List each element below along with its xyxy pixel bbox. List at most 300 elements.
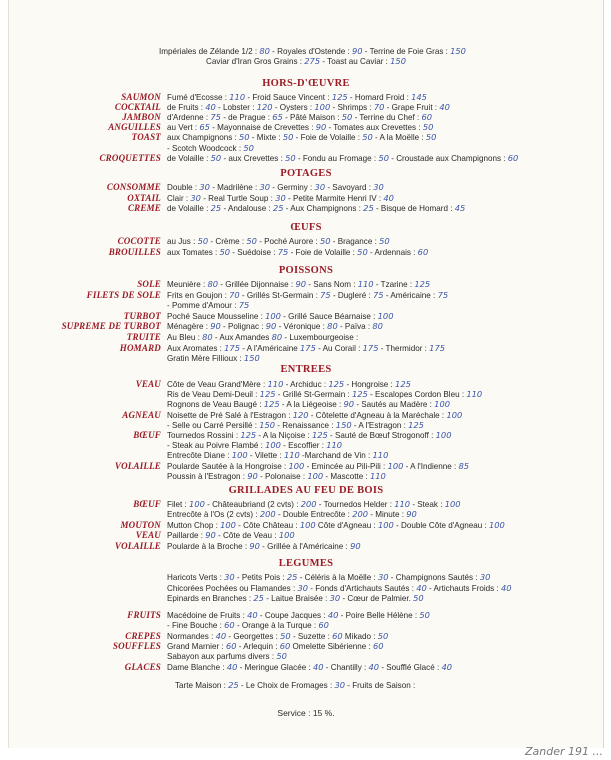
dish-name: - Bragance : xyxy=(330,237,380,246)
dish-name: au Jus : xyxy=(167,237,198,246)
handwritten-price: 125 xyxy=(259,389,276,400)
dish-name: Aux Aromates : xyxy=(167,343,225,353)
handwritten-price: 200 xyxy=(259,509,276,520)
handwritten-price: 50 xyxy=(319,236,331,246)
handwritten-price: 50 xyxy=(362,132,373,143)
handwritten-price: 75 xyxy=(238,300,250,311)
dish-name: Grand Marnier : xyxy=(167,641,226,651)
handwritten-price: 125 xyxy=(414,279,431,289)
menu-items xyxy=(167,290,448,301)
dish-name: - Shrimps : xyxy=(330,103,374,113)
menu-items xyxy=(167,153,518,164)
dish-name: - Artichauts Froids : xyxy=(426,583,501,593)
handwritten-price: 40 xyxy=(205,102,216,113)
dish-name: - Lobster : xyxy=(215,103,257,113)
handwritten-price: 125 xyxy=(263,399,280,410)
dish-name: Entrecôte à l'Os (2 cvts) : xyxy=(167,510,260,520)
dish-name: - Mayonnaise de Crevettes : xyxy=(209,123,316,133)
dish-name: Omelette Sibérienne : xyxy=(290,641,374,651)
menu-items xyxy=(167,520,505,531)
menu-items xyxy=(167,471,386,482)
dish-name: - Tomates aux Crevettes : xyxy=(326,123,423,133)
dish-name: - Aux Champignons : xyxy=(283,204,364,214)
archive-note: Zander 191 ... xyxy=(525,745,603,758)
category-label: CONSOMME xyxy=(106,182,161,192)
dish-name: Au Bleu : xyxy=(167,333,203,342)
handwritten-price: 30 xyxy=(297,582,309,593)
handwritten-price: 50 xyxy=(246,236,257,246)
handwritten-price: 30 xyxy=(275,192,286,203)
dish-name: - Tournedos Helder : xyxy=(316,500,395,509)
handwritten-price: 100 xyxy=(189,499,205,509)
handwritten-price: 75 xyxy=(320,289,331,300)
menu-items xyxy=(167,593,424,604)
dish-name: - Minute : xyxy=(368,510,407,520)
category-label: VEAU xyxy=(135,530,161,541)
handwritten-price: 100 xyxy=(265,440,281,451)
menu-items xyxy=(167,662,452,673)
handwritten-price: 75 xyxy=(373,289,384,300)
handwritten-price: 40 xyxy=(500,582,512,593)
handwritten-price: 90 xyxy=(247,470,258,481)
category-label: ANGUILLES xyxy=(108,122,161,133)
menu-items xyxy=(167,509,417,520)
handwritten-price: 145 xyxy=(411,92,427,102)
menu-items xyxy=(167,332,358,343)
handwritten-price: 110 xyxy=(466,389,483,400)
menu-items xyxy=(167,541,361,552)
handwritten-price: 110 xyxy=(369,470,386,481)
handwritten-price: 45 xyxy=(454,203,466,214)
dish-name: Poularde à la Broche : xyxy=(167,541,250,551)
section-heading: GRILLADES AU FEU DE BOIS xyxy=(228,485,384,496)
handwritten-price: 30 xyxy=(259,182,271,192)
handwritten-price: 110 xyxy=(394,499,411,509)
category-label: FRUITS xyxy=(127,610,161,620)
dish-name: - Poire Belle Hélène : xyxy=(338,611,420,620)
menu-items xyxy=(167,353,260,364)
handwritten-price: 100 xyxy=(299,519,316,530)
dish-name: - Américaine : xyxy=(383,290,438,300)
menu-items xyxy=(175,680,415,691)
handwritten-price: 90 xyxy=(295,279,306,289)
dish-name: - Fruits de Saison : xyxy=(345,681,416,690)
category-label: AGNEAU xyxy=(122,409,161,420)
dish-name: de Fruits : xyxy=(167,103,206,113)
handwritten-price: 50 xyxy=(210,152,222,163)
category-label: TRUITE xyxy=(126,332,161,342)
handwritten-price: 60 xyxy=(224,620,235,631)
handwritten-price: 50 xyxy=(285,152,296,163)
handwritten-price: 50 xyxy=(197,236,209,246)
dish-name: - de Prague : xyxy=(220,113,273,123)
handwritten-price: 30 xyxy=(190,192,201,203)
dish-name: - Luxembourgeoise : xyxy=(282,333,359,342)
dish-name: - Renaissance : xyxy=(275,420,336,430)
handwritten-price: 100 xyxy=(265,310,281,321)
service-charge: Service : 15 %. xyxy=(277,708,335,718)
dish-name: - Côte Château : xyxy=(235,520,300,530)
handwritten-price: 65 xyxy=(199,122,210,133)
handwritten-price: 125 xyxy=(395,379,411,389)
handwritten-price: 30 xyxy=(377,572,389,582)
category-label: SOLE xyxy=(137,279,161,289)
dish-name: - Suédoise : xyxy=(230,247,278,257)
dish-name: - Emincée au Pili-Pili : xyxy=(304,461,388,471)
handwritten-price: 175 xyxy=(300,342,316,353)
dish-name: - Fondu au Fromage : xyxy=(295,153,379,163)
handwritten-price: 125 xyxy=(311,430,328,440)
dish-name: - Païva : xyxy=(337,322,373,332)
dish-name: - Tzarine : xyxy=(373,280,415,289)
handwritten-price: 50 xyxy=(379,236,390,246)
dish-name: - Châteaubriand (2 cvts) : xyxy=(204,500,301,509)
handwritten-price: 60 xyxy=(279,640,291,651)
menu-page xyxy=(8,0,604,748)
handwritten-price: 90 xyxy=(343,399,355,410)
dish-name: - Véronique : xyxy=(276,322,328,332)
handwritten-price: 50 xyxy=(425,132,437,143)
handwritten-price: 150 xyxy=(335,419,352,430)
handwritten-price: 25 xyxy=(210,203,222,214)
handwritten-price: 70 xyxy=(229,289,240,300)
dish-name: - Laitue Braisée : xyxy=(263,594,330,604)
dish-name: Côte d'Agneau : xyxy=(315,520,378,530)
dish-name: - Real Turtle Soup : xyxy=(200,193,276,203)
menu-items xyxy=(167,247,428,258)
dish-name: - Chantilly : xyxy=(323,662,369,672)
dish-name: - Grillée Dijonnaise : xyxy=(218,280,296,289)
handwritten-price: 40 xyxy=(226,661,238,672)
dish-name: - Double Entrecôte : xyxy=(275,510,353,520)
category-label: CREPES xyxy=(125,630,161,641)
handwritten-price: 100 xyxy=(435,430,452,440)
dish-name: - Cœur de Palmier. xyxy=(340,594,414,604)
dish-name: Frits en Goujon : xyxy=(167,290,230,300)
dish-name: aux Champignons : xyxy=(167,133,239,143)
dish-name: - Pomme d'Amour : xyxy=(167,301,239,311)
handwritten-price: 50 xyxy=(276,651,287,662)
handwritten-price: 125 xyxy=(331,92,348,102)
handwritten-price: 90 xyxy=(265,321,277,332)
dish-name: Mikado : xyxy=(342,631,378,641)
section-heading: POTAGES xyxy=(280,168,332,179)
handwritten-price: 80 xyxy=(207,279,219,289)
handwritten-price: 60 xyxy=(421,112,433,123)
dish-name: - Germiny : xyxy=(270,183,315,192)
menu-items xyxy=(167,321,383,332)
dish-name: Paillarde : xyxy=(167,531,206,541)
dish-name: Macédoine de Fruits : xyxy=(167,611,248,620)
dish-name: -Marchand de Vin : xyxy=(299,451,373,461)
handwritten-price: 40 xyxy=(441,661,453,672)
dish-name: - Petits Pois : xyxy=(234,573,287,582)
dish-name: - Croustade aux Champignons : xyxy=(389,153,508,163)
dish-name: - Arlequin : xyxy=(236,641,280,651)
handwritten-price: 80 xyxy=(327,321,338,332)
dish-name: - A l'Indienne : xyxy=(403,461,459,471)
handwritten-price: 125 xyxy=(240,430,257,440)
handwritten-price: 80 xyxy=(202,332,213,342)
category-label: SOUFFLES xyxy=(112,640,161,651)
handwritten-price: 75 xyxy=(277,246,289,257)
handwritten-price: 150 xyxy=(259,419,276,430)
handwritten-price: 30 xyxy=(199,182,210,192)
handwritten-price: 50 xyxy=(219,246,231,257)
menu-items xyxy=(167,572,490,583)
section-heading: HORS-D'ŒUVRE xyxy=(262,78,350,89)
dish-name: - Suzette : xyxy=(290,631,333,641)
handwritten-price: 150 xyxy=(243,353,260,364)
dish-name: - Dugleré : xyxy=(330,290,374,300)
handwritten-price: 60 xyxy=(373,640,384,651)
dish-name: Ris de Veau Demi-Deuil : xyxy=(167,390,260,400)
handwritten-price: 90 xyxy=(210,321,221,332)
handwritten-price: 50 xyxy=(357,246,368,257)
dish-name: - Andalouse : xyxy=(221,204,273,214)
dish-name: - Petite Marmite Henri IV : xyxy=(285,193,384,203)
handwritten-price: 50 xyxy=(422,122,434,133)
dish-name: de Volaille : xyxy=(167,153,211,163)
category-label: COCKTAIL xyxy=(114,102,161,113)
category-label: SAUMON xyxy=(121,92,161,102)
handwritten-price: 100 xyxy=(387,460,404,471)
dish-name: - Grillés St-Germain : xyxy=(239,290,321,300)
dish-name: Chicorées Pochées ou Flamandes : xyxy=(167,583,298,593)
dish-name: Côte de Veau Grand'Mère : xyxy=(167,380,268,389)
dish-name: - Crème : xyxy=(208,237,247,246)
handwritten-price: 125 xyxy=(328,379,345,389)
dish-name: Mutton Chop : xyxy=(167,520,221,530)
handwritten-price: 25 xyxy=(272,203,284,214)
handwritten-price: 50 xyxy=(413,593,424,604)
handwritten-price: 100 xyxy=(220,519,236,530)
dish-name: - Polignac : xyxy=(220,322,266,332)
category-label: BŒUF xyxy=(133,430,161,440)
dish-name: - Grillé St-Germain : xyxy=(275,390,352,400)
handwritten-price: 80 xyxy=(372,321,383,332)
dish-name: Entrecôte Diane : xyxy=(167,451,232,461)
handwritten-price: 100 xyxy=(377,310,394,321)
dish-name: - Grillé Sauce Béarnaise : xyxy=(280,311,378,321)
handwritten-price: 60 xyxy=(332,630,343,641)
handwritten-price: 110 xyxy=(267,379,284,389)
dish-name: - Madrilène : xyxy=(209,183,260,192)
dish-name: aux Tomates : xyxy=(167,247,220,257)
dish-name: - Savoyard : xyxy=(325,183,374,192)
handwritten-price: 50 xyxy=(280,630,291,641)
category-label: MOUTON xyxy=(120,519,161,530)
handwritten-price: 100 xyxy=(444,499,461,509)
handwritten-price: 40 xyxy=(383,192,394,203)
dish-name: au Vert : xyxy=(167,123,200,133)
dish-name: - Meringue Glacée : xyxy=(237,662,313,672)
handwritten-price: 80 xyxy=(271,332,283,342)
dish-name: - Vilette : xyxy=(247,451,284,461)
handwritten-price: 60 xyxy=(507,152,519,163)
dish-name: Rognons de Veau Baugé : xyxy=(167,400,264,410)
dish-name: - Archiduc : xyxy=(283,380,329,389)
dish-name: - Froid Sauce Vincent : xyxy=(245,93,332,102)
dish-name: Normandes : xyxy=(167,631,216,641)
dish-name: d'Ardenne : xyxy=(167,113,211,123)
handwritten-price: 85 xyxy=(458,460,470,471)
dish-name: Tournedos Rossini : xyxy=(167,431,241,440)
dish-name: - A la Niçoise : xyxy=(256,431,312,440)
handwritten-price: 30 xyxy=(334,680,346,690)
dish-name: - Bisque de Homard : xyxy=(373,204,455,214)
handwritten-price: 40 xyxy=(368,661,380,672)
handwritten-price: 25 xyxy=(286,572,298,582)
dish-name: - Steak : xyxy=(410,500,445,509)
category-label: JAMBON xyxy=(122,112,161,123)
dish-name: - Homard Froid : xyxy=(347,93,412,102)
dish-name: Ménagère : xyxy=(167,322,211,332)
section-heading: LEGUMES xyxy=(278,558,334,569)
handwritten-price: 30 xyxy=(314,182,326,192)
handwritten-price: 80 xyxy=(259,46,270,56)
menu-items xyxy=(167,311,394,322)
handwritten-price: 100 xyxy=(278,530,295,541)
dish-name: - Sautés au Madère : xyxy=(354,400,435,410)
handwritten-price: 90 xyxy=(351,46,363,56)
handwritten-price: 90 xyxy=(249,540,260,551)
handwritten-price: 100 xyxy=(434,399,451,410)
handwritten-price: 30 xyxy=(479,572,491,582)
handwritten-price: 175 xyxy=(362,342,379,353)
dish-name: - Soufflé Glacé : xyxy=(379,662,442,672)
dish-name: Epinards en Branches : xyxy=(167,594,254,604)
handwritten-price: 50 xyxy=(378,152,389,163)
dish-name: - A l'Estragon : xyxy=(351,420,409,430)
handwritten-price: 50 xyxy=(243,142,254,153)
handwritten-price: 175 xyxy=(224,342,240,353)
dish-name: de Volaille : xyxy=(167,204,211,214)
dish-name: - Escalopes Cordon Bleu : xyxy=(367,390,467,400)
dish-name: - Escoffier : xyxy=(280,441,327,451)
dish-name: Sabayon aux parfums divers : xyxy=(167,652,277,662)
handwritten-price: 30 xyxy=(224,572,235,582)
handwritten-price: 60 xyxy=(417,246,429,257)
dish-name: - Foie de Volaille : xyxy=(293,133,363,143)
handwritten-price: 75 xyxy=(437,289,449,300)
category-label: SUPREME DE TURBOT xyxy=(61,321,161,332)
menu-items xyxy=(167,499,461,510)
handwritten-price: 60 xyxy=(318,620,329,631)
dish-name: Caviar d'Iran Gros Grains : xyxy=(206,57,305,66)
dish-name: - Aux Amandes xyxy=(212,333,272,342)
handwritten-price: 120 xyxy=(256,102,273,113)
menu-items xyxy=(167,343,445,354)
category-label: TURBOT xyxy=(123,310,161,321)
handwritten-price: 110 xyxy=(357,279,374,289)
section-heading: ENTREES xyxy=(280,364,332,375)
handwritten-price: 150 xyxy=(390,56,406,66)
handwritten-price: 30 xyxy=(329,593,341,604)
menu-items xyxy=(167,300,249,311)
handwritten-price: 60 xyxy=(225,640,237,651)
handwritten-price: 90 xyxy=(406,509,417,520)
dish-name: - Scotch Woodcock : xyxy=(167,143,244,153)
handwritten-price: 200 xyxy=(300,499,317,509)
handwritten-price: 110 xyxy=(229,92,246,102)
dish-name: - Grillée à l'Américaine : xyxy=(259,541,351,551)
handwritten-price: 40 xyxy=(247,610,258,620)
handwritten-price: 25 xyxy=(253,593,264,604)
category-label: VEAU xyxy=(135,379,161,389)
dish-name: - Céléris à la Moëlle : xyxy=(297,573,378,582)
menu-items xyxy=(167,182,384,193)
dish-name: - Double Côte d'Agneau : xyxy=(393,520,489,530)
menu-items xyxy=(167,583,512,594)
handwritten-price: 50 xyxy=(341,112,353,123)
category-label: VOLAILLE xyxy=(114,540,161,551)
category-label: BŒUF xyxy=(133,499,161,509)
section-heading: ŒUFS xyxy=(290,222,322,233)
dish-name: - Polonaise : xyxy=(257,471,308,481)
handwritten-price: 65 xyxy=(272,112,283,123)
dish-name: - Fine Bouche : xyxy=(167,621,225,631)
dish-name: Filet : xyxy=(167,500,190,509)
dish-name: Fumé d'Ecosse : xyxy=(167,93,230,102)
handwritten-price: 100 xyxy=(231,450,248,461)
handwritten-price: 100 xyxy=(307,470,324,481)
handwritten-price: 90 xyxy=(205,530,216,541)
dish-name: Clair : xyxy=(167,193,191,203)
handwritten-price: 120 xyxy=(292,409,309,420)
menu-items xyxy=(167,193,394,204)
dish-name: - Toast au Caviar : xyxy=(320,57,391,66)
handwritten-price: 110 xyxy=(283,450,300,461)
handwritten-price: 90 xyxy=(315,122,327,133)
category-label: FILETS DE SOLE xyxy=(86,289,161,300)
handwritten-price: 50 xyxy=(239,132,250,143)
dish-name: - Steak au Poivre Flambé : xyxy=(167,441,266,451)
handwritten-price: 175 xyxy=(429,342,446,353)
handwritten-price: 150 xyxy=(450,46,466,56)
dish-name: - Sans Nom : xyxy=(306,280,358,289)
dish-name: - Terrine de Foie Gras : xyxy=(362,47,451,56)
dish-name: - Pâté Maison : xyxy=(282,113,342,123)
dish-name: Poussin à l'Estragon : xyxy=(167,471,248,481)
dish-name: Meunière : xyxy=(167,280,208,289)
handwritten-price: 125 xyxy=(351,389,368,400)
dish-name: - Terrine du Chef : xyxy=(352,113,422,123)
dish-name: - Thermidor : xyxy=(378,343,430,353)
menu-items xyxy=(206,56,406,67)
dish-name: - Au Corail : xyxy=(315,343,363,353)
menu-items xyxy=(167,530,295,541)
handwritten-price: 110 xyxy=(326,440,343,451)
dish-name: Tarte Maison : xyxy=(175,681,229,690)
dish-name: Poularde Sautée à la Hongroise : xyxy=(167,461,289,471)
dish-name: - A l'Américaine xyxy=(239,343,301,353)
category-label: TOAST xyxy=(131,132,161,143)
dish-name: - Grape Fruit : xyxy=(384,103,440,113)
category-label: HOMARD xyxy=(119,342,161,353)
dish-name: - Hongroise : xyxy=(344,380,396,389)
category-label: CREME xyxy=(127,203,161,214)
handwritten-price: 100 xyxy=(488,519,505,530)
handwritten-price: 90 xyxy=(350,540,361,551)
dish-name: Noisette de Pré Salé à l'Estragon : xyxy=(167,410,293,420)
dish-name: - aux Crevettes : xyxy=(221,153,286,163)
category-label: COCOTTE xyxy=(117,236,161,246)
handwritten-price: 40 xyxy=(439,102,450,113)
handwritten-price: 70 xyxy=(373,102,385,113)
handwritten-price: 25 xyxy=(363,203,374,214)
menu-items xyxy=(167,236,390,247)
